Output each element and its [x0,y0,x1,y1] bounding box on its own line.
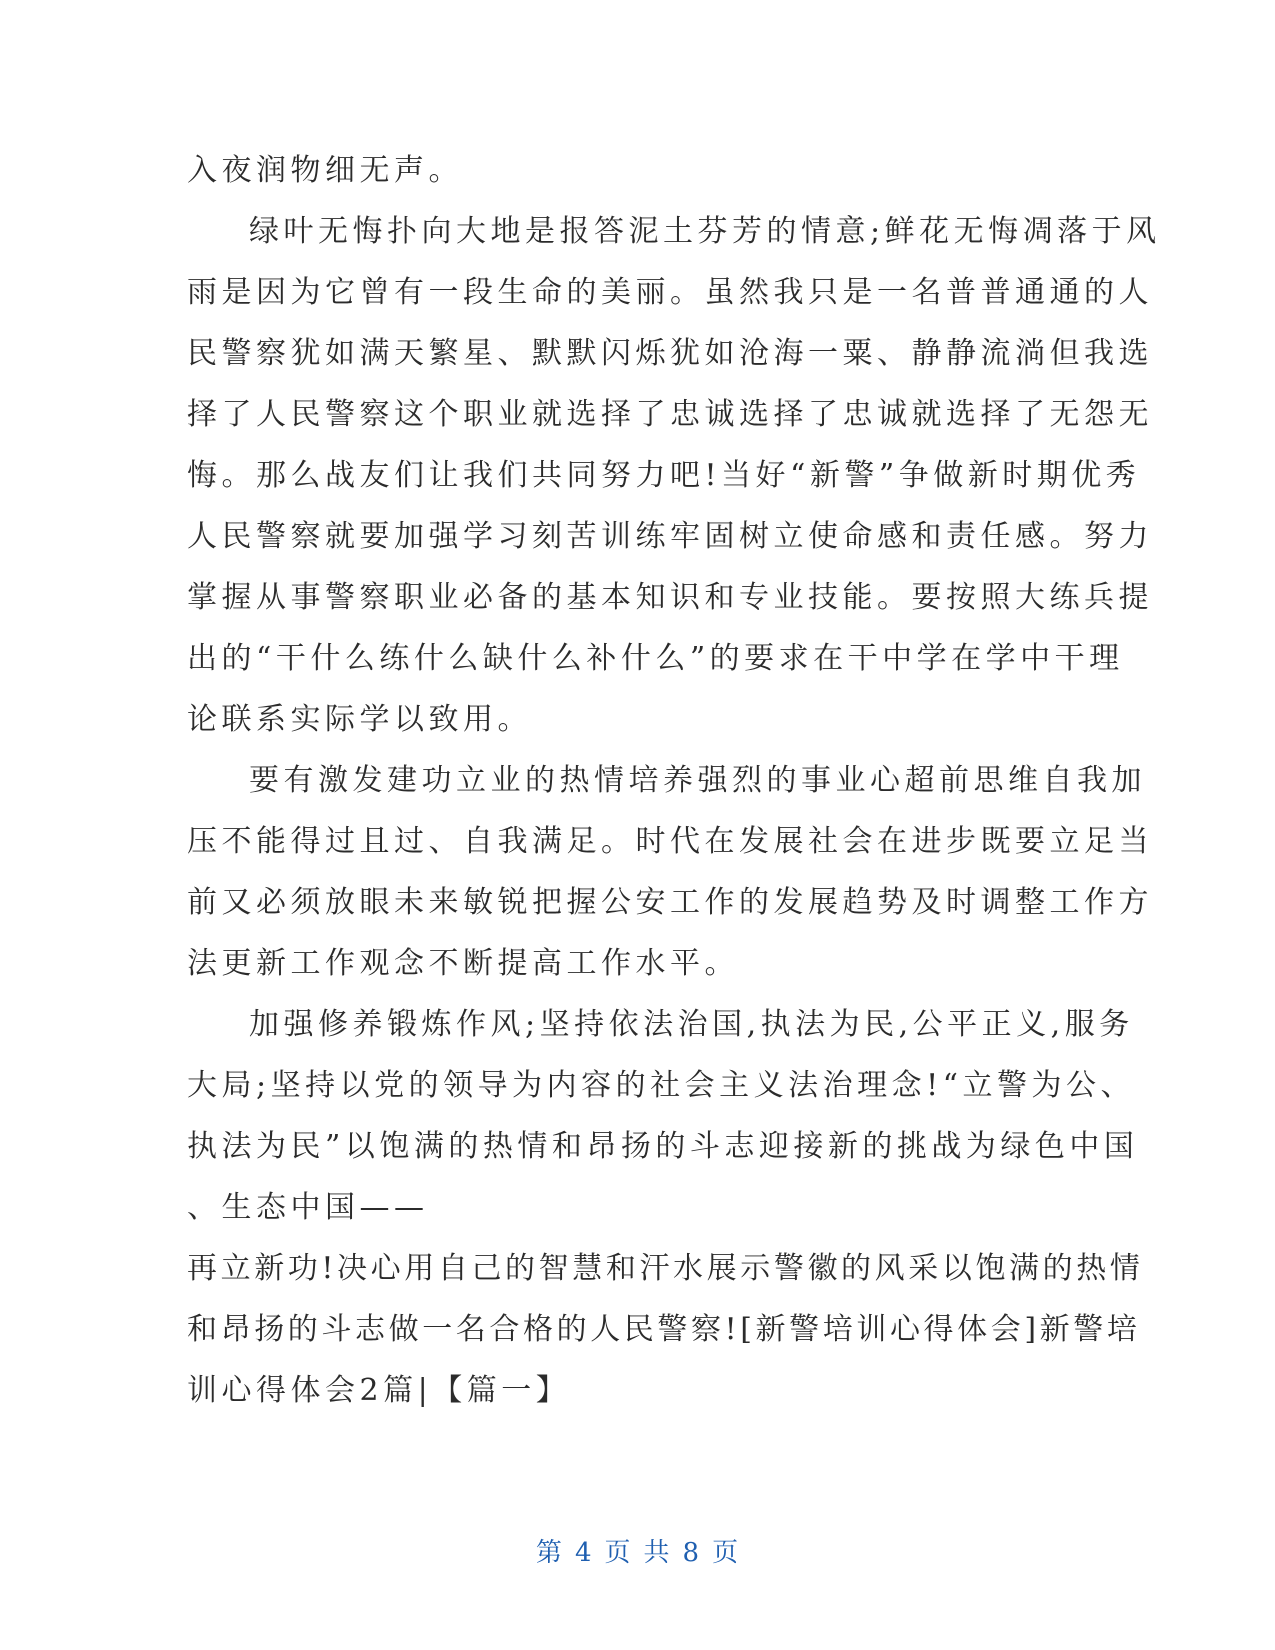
text-line: 民警察犹如满天繁星、默默闪烁犹如沧海一粟、静静流淌但我选 [187,336,1153,371]
text-line: 再立新功!决心用自己的智慧和汗水展示警徽的风采以饱满的热情 [187,1251,1144,1286]
page-number-prefix: 第 [535,1538,563,1568]
page-footer [0,1532,1275,1569]
text-line: 人民警察就要加强学习刻苦训练牢固树立使命感和责任感。努力 [187,519,1153,554]
text-line: 入夜润物细无声。 [187,153,463,188]
paragraph-start-line: 加强修养锻炼作风;坚持依法治国,执法为民,公平正义,服务 [249,1007,1134,1042]
total-word: 共 [643,1538,671,1568]
text-line: 法更新工作观念不断提高工作水平。 [187,946,739,981]
page-number-suffix: 页 [712,1538,740,1568]
text-line: 大局;坚持以党的领导为内容的社会主义法治理念!“立警为公、 [187,1068,1135,1103]
text-line: 和昂扬的斗志做一名合格的人民警察![新警培训心得体会]新警培 [187,1312,1141,1347]
paragraph-start-line: 要有激发建功立业的热情培养强烈的事业心超前思维自我加 [249,763,1146,798]
page-word: 页 [604,1538,632,1568]
text-line: 择了人民警察这个职业就选择了忠诚选择了忠诚就选择了无怨无 [187,397,1153,432]
text-line: 悔。那么战友们让我们共同努力吧!当好“新警”争做新时期优秀 [187,458,1141,493]
text-line: 论联系实际学以致用。 [187,702,532,737]
text-line: 前又必须放眼未来敏锐把握公安工作的发展趋势及时调整工作方 [187,885,1153,920]
text-line: 压不能得过且过、自我满足。时代在发展社会在进步既要立足当 [187,824,1153,859]
total-page-number: 8 [682,1538,701,1568]
text-line: 执法为民”以饱满的热情和昂扬的斗志迎接新的挑战为绿色中国 [187,1129,1139,1164]
text-line: 出的“干什么练什么缺什么补什么”的要求在干中学在学中干理 [187,641,1124,676]
current-page-number: 4 [574,1538,593,1568]
document-body [187,140,1161,1421]
text-line: 训心得体会2篇|【篇一】 [187,1373,571,1408]
paragraph-start-line: 绿叶无悔扑向大地是报答泥土芬芳的情意;鲜花无悔凋落于风 [249,214,1161,249]
text-line: 掌握从事警察职业必备的基本知识和专业技能。要按照大练兵提 [187,580,1153,615]
text-line: 、生态中国—— [187,1190,429,1225]
text-line: 雨是因为它曾有一段生命的美丽。虽然我只是一名普普通通的人 [187,275,1153,310]
